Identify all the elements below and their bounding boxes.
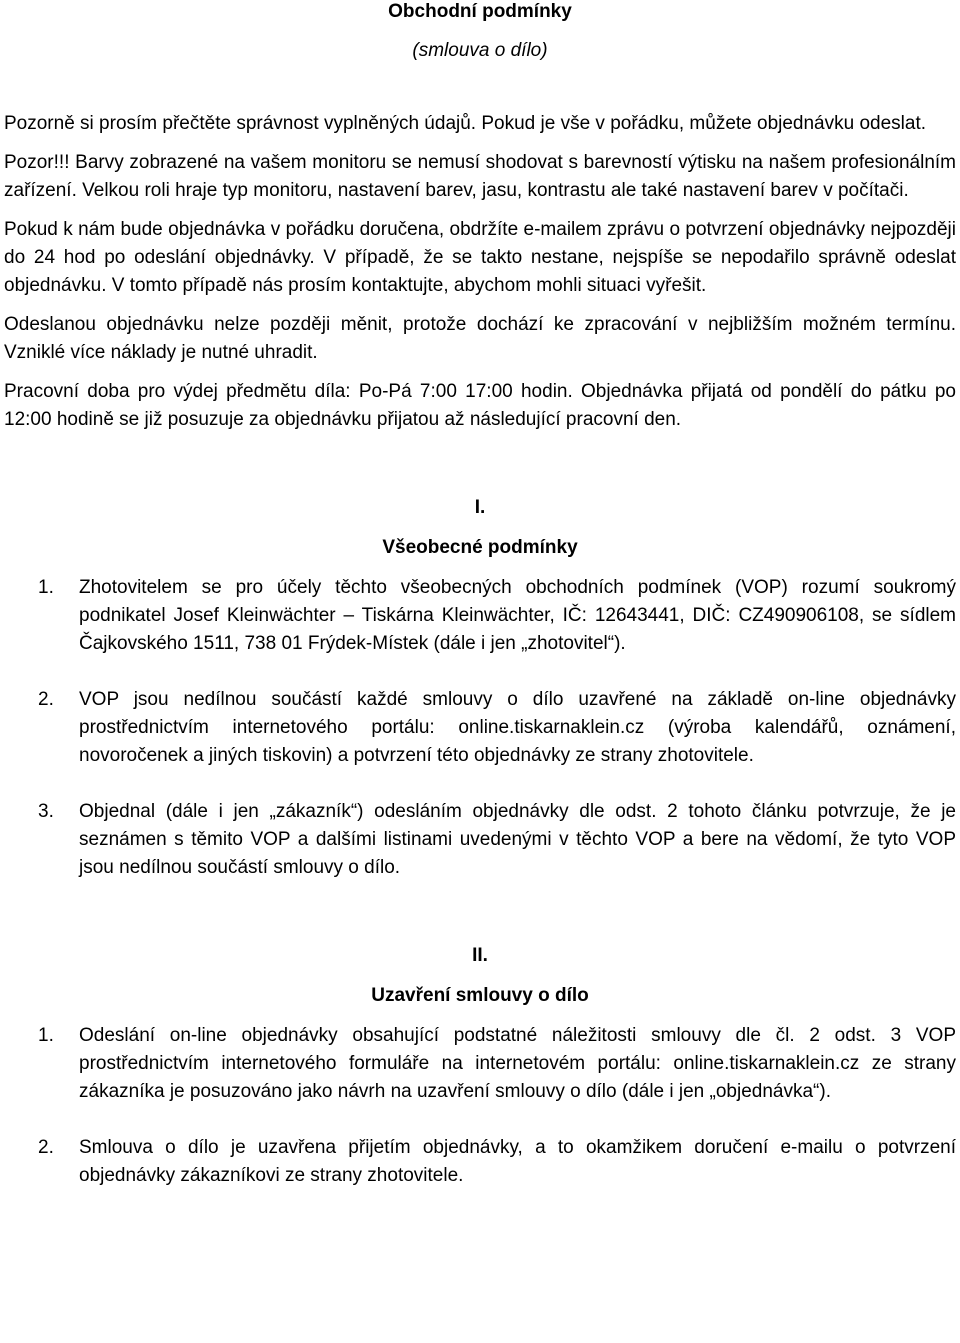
clause-item <box>4 686 956 770</box>
intro-paragraph-4: Odeslanou objednávku nelze později měnit, protože dochází ke zpracování v nejbližším možném termínu. Vzniklé více náklady je nutné uhradit. <box>4 314 956 363</box>
section-title: Uzavření smlouvy o dílo <box>371 985 589 1006</box>
section-list <box>4 1022 956 1190</box>
clause-text: Smlouva o dílo je uzavřena přijetím objednávky, a to okamžikem doručení e-mailu o potvrzení objednávky zákazníkovi ze strany zhotovitele. <box>79 1137 956 1186</box>
section-number: II. <box>472 945 488 966</box>
document-page <box>4 0 956 1190</box>
section-number: I. <box>474 497 486 518</box>
clause-number: 3. <box>38 801 54 822</box>
clause-number: 1. <box>38 577 54 598</box>
clause-text: VOP jsou nedílnou součástí každé smlouvy o dílo uzavřené na základě on-line objednávky prostřednictvím internetového portálu: online.tiskarnaklein.cz (výroba kalendářů, oznámení, novoročenek a jiných tiskovin) a potvrzení této objednávky ze strany zhotovitele. <box>79 689 956 766</box>
clause-text: Odeslání on-line objednávky obsahující podstatné náležitosti smlouvy dle čl. 2 odst. 3 VOP prostřednictvím internetového formuláře na internetovém portálu: online.tiskarnaklein.cz ze strany zákazníka je posuzováno jako návrh na uzavření smlouvy o dílo (dále i jen „objednávka“). <box>79 1025 956 1102</box>
document-subtitle: (smlouva o dílo) <box>412 40 548 61</box>
clause-text: Zhotovitelem se pro účely těchto všeobecných obchodních podmínek (VOP) rozumí soukromý podnikatel Josef Kleinwächter – Tiskárna Kleinwächter, IČ: 12643441, DIČ: CZ490906108, se sídlem Čajkovského 1511, 738 01 Frýdek-Místek (dále i jen „zhotovitel“). <box>79 577 956 654</box>
clause-item <box>4 1134 956 1190</box>
document-title: Obchodní podmínky <box>388 1 572 22</box>
intro-paragraph-5: Pracovní doba pro výdej předmětu díla: Po-Pá 7:00 17:00 hodin. Objednávka přijatá od pondělí do pátku po 12:00 hodině se již posuzuje za objednávku přijatou až následující pracovní den. <box>4 381 956 430</box>
clause-item <box>4 574 956 658</box>
intro-paragraph-3: Pokud k nám bude objednávka v pořádku doručena, obdržíte e-mailem zprávu o potvrzení objednávky nejpozději do 24 hod po odeslání objednávky. V případě, že se takto nestane, nejspíše se nepodařilo správně odeslat objednávku. V tomto případě nás prosím kontaktujte, abychom mohli situaci vyřešit. <box>4 219 956 296</box>
clause-text: Objednal (dále i jen „zákazník“) odesláním objednávky dle odst. 2 tohoto článku potvrzuje, že je seznámen s těmito VOP a dalšími listinami uvedenými v těchto VOP a bere na vědomí, že tyto VOP jsou nedílnou součástí smlouvy o dílo. <box>79 801 956 878</box>
clause-number: 2. <box>38 1137 54 1158</box>
section-list <box>4 574 956 882</box>
clause-item <box>4 1022 956 1106</box>
clause-number: 2. <box>38 689 54 710</box>
intro-paragraph-1: Pozorně si prosím přečtěte správnost vyplněných údajů. Pokud je vše v pořádku, můžete objednávku odeslat. <box>4 113 927 134</box>
clause-item <box>4 798 956 882</box>
intro-paragraph-2: Pozor!!! Barvy zobrazené na vašem monitoru se nemusí shodovat s barevností výtisku na našem profesionálním zařízení. Velkou roli hraje typ monitoru, nastavení barev, jasu, kontrastu ale také nastavení barev v počítači. <box>4 152 956 201</box>
section-title: Všeobecné podmínky <box>382 537 578 558</box>
clause-number: 1. <box>38 1025 54 1046</box>
